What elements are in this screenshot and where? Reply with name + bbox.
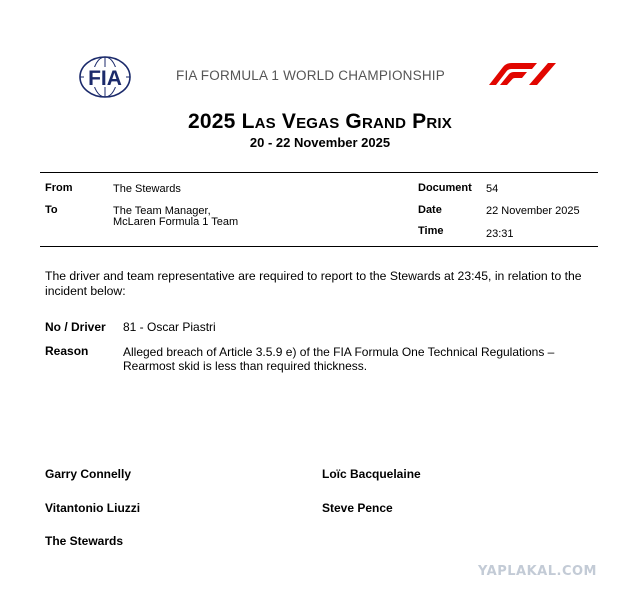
- event-dates: 20 - 22 November 2025: [249, 135, 391, 150]
- championship-title: FIA FORMULA 1 WORLD CHAMPIONSHIP: [176, 68, 445, 83]
- driver-value: 81 - Oscar Piastri: [123, 320, 216, 334]
- document-label: Document: [418, 182, 472, 194]
- steward-signature-3: Vitantonio Liuzzi: [45, 501, 141, 515]
- driver-label: No / Driver: [45, 320, 106, 334]
- steward-signature-1: Garry Connelly: [45, 467, 132, 481]
- to-value-line1: The Team Manager,: [113, 205, 211, 217]
- event-title: 2025 Las Vegas Grand Prix: [188, 110, 452, 133]
- f1-logo-icon: [481, 63, 557, 85]
- time-value: 23:31: [486, 228, 514, 240]
- from-label: From: [45, 182, 73, 194]
- reason-value: Alleged breach of Article 3.5.9 e) of the FIA Formula One Technical Regulations – Rearmost skid is less than required thickness.: [123, 345, 555, 373]
- stewards-footer: The Stewards: [45, 534, 124, 548]
- date-label: Date: [418, 204, 442, 216]
- from-value: The Stewards: [113, 183, 181, 195]
- fia-logo-text: FIA: [88, 67, 122, 90]
- time-label: Time: [418, 225, 444, 237]
- document-value: 54: [486, 183, 499, 195]
- to-value-line2: McLaren Formula 1 Team: [113, 216, 239, 228]
- top-divider: [40, 172, 598, 173]
- steward-signature-2: Loïc Bacquelaine: [322, 467, 421, 481]
- site-watermark: YAPLAKAL.COM: [478, 564, 597, 579]
- reason-label: Reason: [45, 344, 89, 358]
- bottom-divider: [40, 246, 598, 247]
- intro-paragraph: The driver and team representative are required to report to the Stewards at 23:45, in relation to the incident below:: [45, 269, 582, 298]
- to-label: To: [45, 204, 58, 216]
- steward-signature-4: Steve Pence: [322, 501, 393, 515]
- date-value: 22 November 2025: [486, 205, 580, 217]
- fia-logo-icon: [78, 55, 132, 99]
